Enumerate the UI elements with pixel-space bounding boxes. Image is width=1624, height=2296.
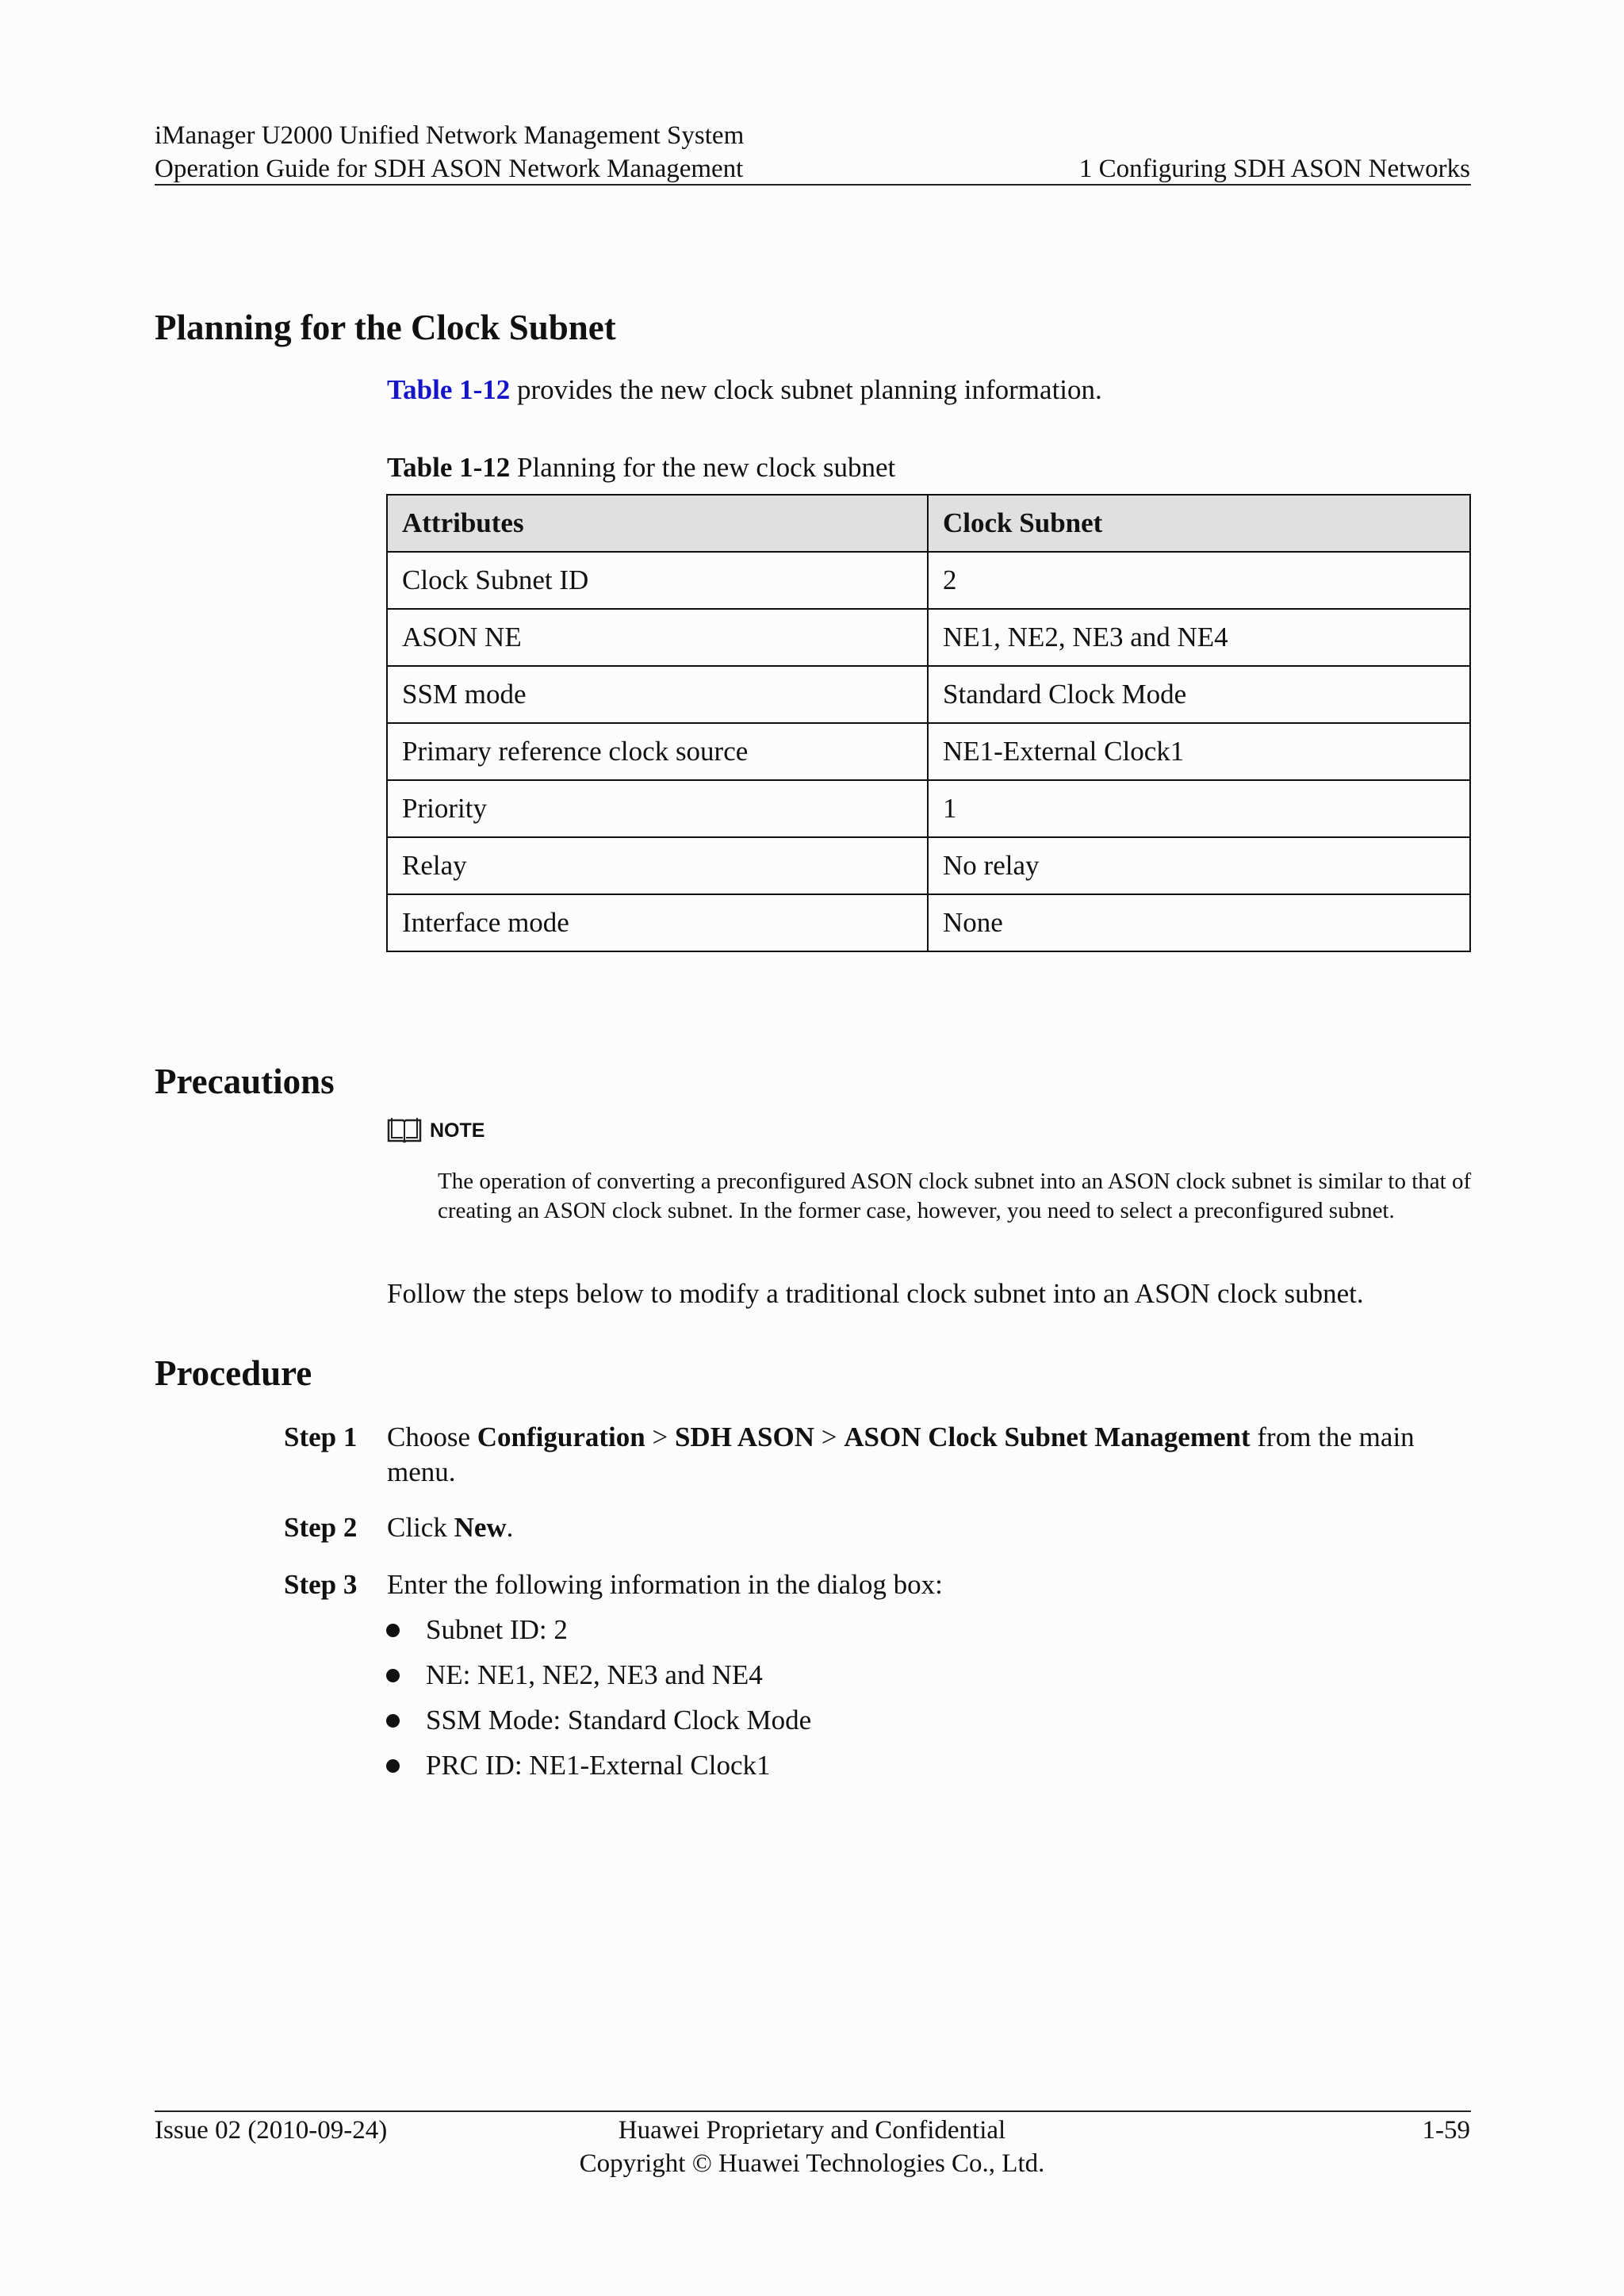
table-row [387,609,1470,666]
book-icon [387,1117,422,1144]
table-row [387,552,1470,609]
step-1-text-part: > [814,1422,845,1452]
list-item [426,1613,568,1647]
list-item [426,1658,763,1693]
step-2-label: Step 2 [284,1512,358,1543]
step-1-text-part: Choose [387,1422,477,1452]
bullet-icon [386,1714,400,1728]
list-item-text: SSM Mode: Standard Clock Mode [426,1705,812,1735]
note-text: The operation of converting a preconfigured ASON clock subnet into an ASON clock subnet is similar to that of creating an ASON clock subnet. In the former case, however, you need to select a preconfigured subnet. [438,1169,1472,1223]
step-3-label: Step 3 [284,1569,358,1600]
header-product-title: iManager U2000 Unified Network Management System [155,121,745,150]
table-header-attributes: Attributes [387,495,928,552]
button-new-reference: New [454,1512,507,1543]
footer-copyright: Copyright © Huawei Technologies Co., Ltd. [579,2149,1045,2178]
table-row [387,837,1470,894]
table-cell: Primary reference clock source [387,723,928,780]
menu-ason-clock-subnet-management: ASON Clock Subnet Management [844,1422,1251,1452]
step-1-label: Step 1 [284,1422,358,1452]
footer-issue: Issue 02 (2010-09-24) [155,2116,388,2145]
table-cell: Priority [387,780,928,837]
list-item [426,1703,811,1738]
section-title-precautions: Precautions [155,1062,335,1101]
table-intro-text: provides the new clock subnet planning information. [510,374,1102,405]
table-cell: Interface mode [387,894,928,951]
table-row [387,666,1470,723]
table-cell: NE1-External Clock1 [928,723,1470,780]
list-item-text: PRC ID: NE1-External Clock1 [426,1750,771,1781]
note-label: NOTE [430,1119,485,1142]
header-chapter-title: 1 Configuring SDH ASON Networks [1078,155,1470,183]
table-cell: ASON NE [387,609,928,666]
header-guide-title: Operation Guide for SDH ASON Network Management [155,155,744,183]
table-caption-number: Table 1-12 [387,452,511,483]
step-2-text-part: . [506,1512,514,1543]
table-cell: None [928,894,1470,951]
table-row [387,723,1470,780]
table-cell: NE1, NE2, NE3 and NE4 [928,609,1470,666]
table-reference-link[interactable]: Table 1-12 [387,374,511,405]
list-item [426,1748,771,1783]
table-cell: Relay [387,837,928,894]
step-3-text: Enter the following information in the dialog box: [387,1569,943,1600]
step-2-text [387,1510,513,1545]
table-cell: Standard Clock Mode [928,666,1470,723]
follow-paragraph: Follow the steps below to modify a traditional clock subnet into an ASON clock subnet. [387,1278,1364,1309]
table-row [387,780,1470,837]
bullet-icon [386,1624,400,1637]
table-cell: Clock Subnet ID [387,552,928,609]
step-1-text-part: > [645,1422,675,1452]
section-title-planning: Planning for the Clock Subnet [155,308,616,347]
table-cell: SSM mode [387,666,928,723]
note-heading [387,1116,485,1145]
table-header-clock-subnet: Clock Subnet [928,495,1470,552]
bullet-icon [386,1759,400,1773]
table-cell: No relay [928,837,1470,894]
footer-proprietary: Huawei Proprietary and Confidential [618,2116,1006,2145]
table-caption [387,450,895,485]
table-cell: 1 [928,780,1470,837]
bullet-icon [386,1669,400,1682]
table-cell: 2 [928,552,1470,609]
menu-configuration: Configuration [477,1422,645,1452]
section-title-procedure: Procedure [155,1353,312,1393]
table-caption-text: Planning for the new clock subnet [510,452,896,483]
list-item-text: NE: NE1, NE2, NE3 and NE4 [426,1659,763,1690]
footer-page-number: 1-59 [1422,2116,1470,2145]
table-row [387,894,1470,951]
header-rule [155,184,1471,186]
list-item-text: Subnet ID: 2 [426,1614,568,1645]
step-2-text-part: Click [387,1512,454,1543]
footer-rule [155,2110,1471,2112]
planning-table [386,494,1471,952]
table-header-row [387,495,1470,552]
menu-sdh-ason: SDH ASON [674,1422,814,1452]
step-1-text-part: from the main menu. [387,1422,1415,1487]
table-intro-paragraph [387,373,1102,408]
step-1-text [387,1420,1481,1490]
